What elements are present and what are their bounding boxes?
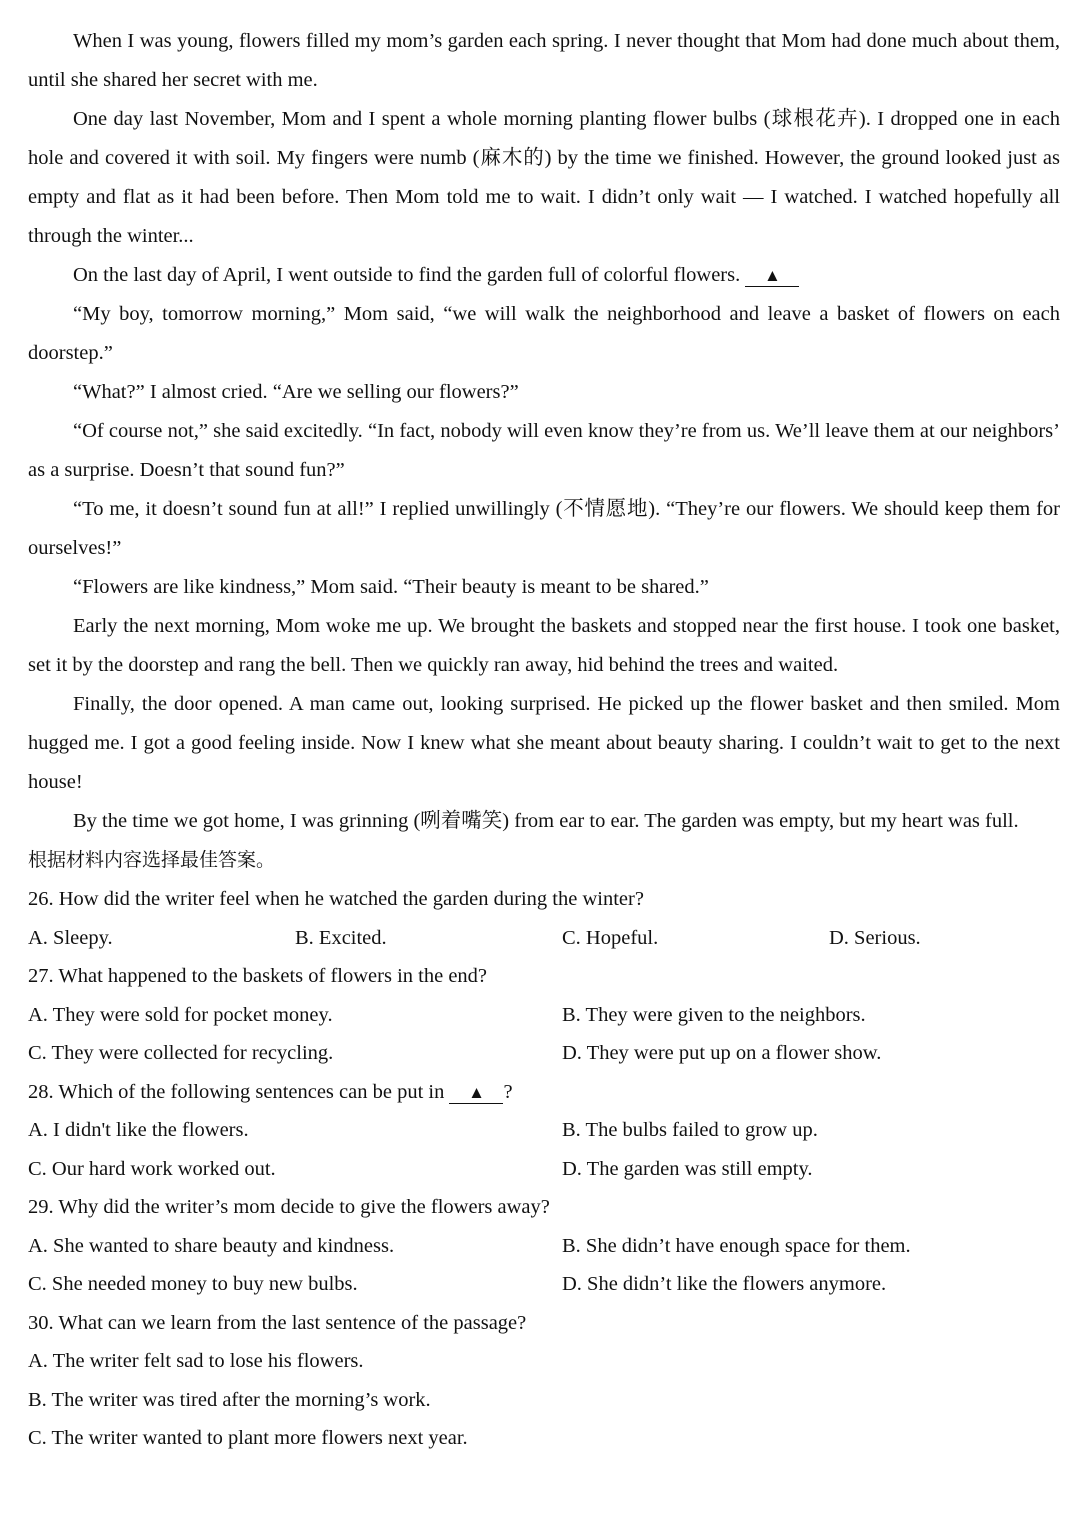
answer-blank: ▲ xyxy=(449,1083,503,1104)
option-c[interactable]: C. They were collected for recycling. xyxy=(28,1042,334,1064)
option-b[interactable]: B. The writer was tired after the morning’s work. xyxy=(28,1388,431,1411)
passage-paragraph: Early the next morning, Mom woke me up. We brought the baskets and stopped near the first house. I took one basket, set it by the doorstep and rang the bell. Then we quickly ran away, hid behind the trees and waited. xyxy=(28,615,1060,676)
question-stem: 26. How did the writer feel when he watched the garden during the winter? xyxy=(28,888,644,910)
option-b[interactable]: B. Excited. xyxy=(295,926,387,949)
option-group xyxy=(28,996,1060,1073)
option-group xyxy=(28,919,1060,958)
question-stem: 29. Why did the writer’s mom decide to give the flowers away? xyxy=(28,1196,550,1218)
question-stem-end: ? xyxy=(503,1080,513,1103)
option-group xyxy=(28,1342,1060,1458)
option-group xyxy=(28,1111,1060,1188)
option-d[interactable]: D. She didn’t like the flowers anymore. xyxy=(562,1273,887,1295)
passage-paragraph-text: On the last day of April, I went outside to find the garden full of colorful flowers. xyxy=(73,264,741,286)
answer-blank: ▲ xyxy=(745,266,799,287)
option-d[interactable]: D. The garden was still empty. xyxy=(562,1157,813,1180)
passage-paragraph: “What?” I almost cried. “Are we selling our flowers?” xyxy=(73,381,519,403)
passage-paragraph: “Flowers are like kindness,” Mom said. “Their beauty is meant to be shared.” xyxy=(73,576,709,598)
option-a[interactable]: A. The writer felt sad to lose his flowers. xyxy=(28,1350,364,1372)
passage-paragraph: One day last November, Mom and I spent a whole morning planting flower bulbs (球根花卉). I dropped one in each hole and covered it with soil. My fingers were numb (麻木的) by the time we finished. However, the ground looked just as empty and flat as it had been before. Then Mom told me to wait. I didn’t only wait — I watched. I watched hopefully all through the winter... xyxy=(28,108,1060,247)
passage-paragraph: When I was young, flowers filled my mom’s garden each spring. I never thought that Mom had done much about them, until she shared her secret with me. xyxy=(28,30,1060,91)
question-list xyxy=(28,880,1060,1458)
option-a[interactable]: A. They were sold for pocket money. xyxy=(28,1003,333,1026)
passage-paragraph: “Of course not,” she said excitedly. “In fact, nobody will even know they’re from us. We’ll leave them at our neighbors’ as a surprise. Doesn’t that sound fun?” xyxy=(28,420,1060,481)
question-26 xyxy=(28,880,1060,957)
option-c[interactable]: C. Hopeful. xyxy=(562,926,659,949)
question-stem: 30. What can we learn from the last sentence of the passage? xyxy=(28,1311,527,1334)
option-a[interactable]: A. She wanted to share beauty and kindness. xyxy=(28,1234,395,1257)
option-d[interactable]: D. They were put up on a flower show. xyxy=(562,1042,882,1064)
section-instruction: 根据材料内容选择最佳答案。 xyxy=(28,849,276,871)
passage-paragraph: By the time we got home, I was grinning (咧着嘴笑) from ear to ear. The garden was empty, but my heart was full. xyxy=(73,810,1019,832)
question-stem: 27. What happened to the baskets of flowers in the end? xyxy=(28,965,488,987)
question-stem xyxy=(28,1073,1060,1112)
passage-paragraph: Finally, the door opened. A man came out, looking surprised. He picked up the flower basket and then smiled. Mom hugged me. I got a good feeling inside. Now I knew what she meant about beauty sharing. I couldn’t wait to get to the next house! xyxy=(28,693,1060,793)
passage-paragraph: “My boy, tomorrow morning,” Mom said, “we will walk the neighborhood and leave a basket of flowers on each doorstep.” xyxy=(28,303,1060,364)
reading-passage xyxy=(28,22,1060,841)
question-27 xyxy=(28,957,1060,1073)
passage-paragraph xyxy=(28,256,1060,295)
option-c[interactable]: C. She needed money to buy new bulbs. xyxy=(28,1273,358,1295)
option-d[interactable]: D. Serious. xyxy=(829,926,921,949)
option-group xyxy=(28,1227,1060,1304)
question-stem-text: 28. Which of the following sentences can be put in xyxy=(28,1080,450,1103)
option-c[interactable]: C. The writer wanted to plant more flowers next year. xyxy=(28,1427,468,1449)
option-b[interactable]: B. They were given to the neighbors. xyxy=(562,1003,866,1026)
question-28 xyxy=(28,1073,1060,1189)
option-b[interactable]: B. The bulbs failed to grow up. xyxy=(562,1119,818,1141)
option-a[interactable]: A. Sleepy. xyxy=(28,926,113,949)
question-30 xyxy=(28,1304,1060,1458)
passage-paragraph: “To me, it doesn’t sound fun at all!” I replied unwillingly (不情愿地). “They’re our flowers. We should keep them for ourselves!” xyxy=(28,498,1060,559)
option-b[interactable]: B. She didn’t have enough space for them. xyxy=(562,1234,911,1257)
option-c[interactable]: C. Our hard work worked out. xyxy=(28,1157,276,1180)
option-a[interactable]: A. I didn't like the flowers. xyxy=(28,1119,249,1141)
question-29 xyxy=(28,1188,1060,1304)
